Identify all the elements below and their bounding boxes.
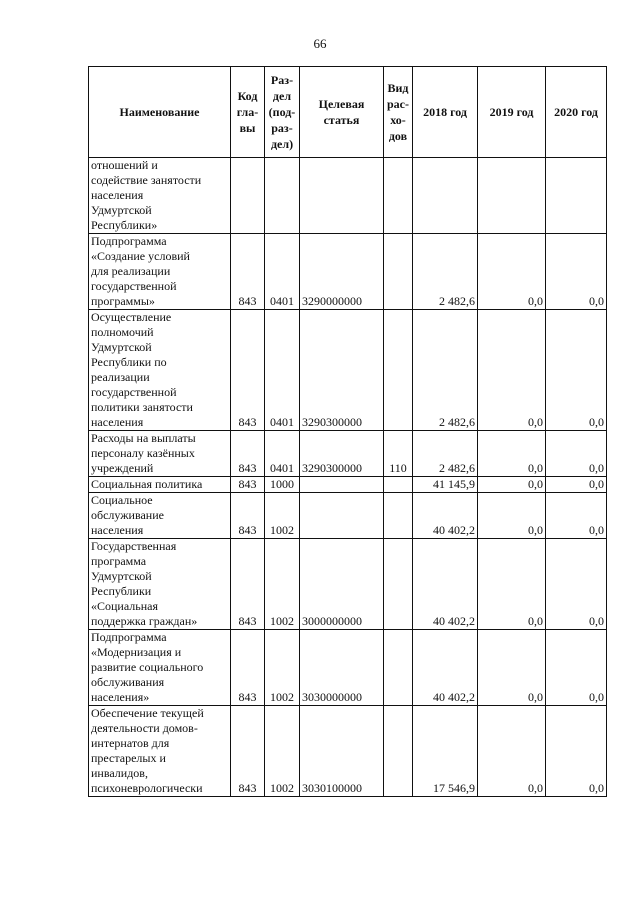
cell-razdel: [265, 158, 300, 234]
table-row: [89, 477, 607, 493]
cell-statya: 3290000000: [300, 234, 384, 310]
cell-2019: 0,0: [478, 630, 546, 706]
cell-2019: 0,0: [478, 431, 546, 477]
header-kod: Код гла-вы: [231, 67, 265, 158]
cell-vid: [384, 493, 413, 539]
cell-name: Обеспечение текущей деятельности домов- интернатов для престарелых и инвалидов, психоневрологически: [89, 706, 231, 797]
cell-kod: 843: [231, 477, 265, 493]
cell-vid: [384, 234, 413, 310]
table-header-row: [89, 67, 607, 158]
cell-2020: 0,0: [546, 310, 607, 431]
cell-statya: 3290300000: [300, 310, 384, 431]
cell-2019: 0,0: [478, 493, 546, 539]
cell-2019: 0,0: [478, 477, 546, 493]
cell-2019: [478, 158, 546, 234]
cell-2019: 0,0: [478, 706, 546, 797]
cell-razdel: 0401: [265, 310, 300, 431]
cell-name: Государственная программа Удмуртской Республики «Социальная поддержка граждан»: [89, 539, 231, 630]
table-row: [89, 630, 607, 706]
cell-2020: 0,0: [546, 431, 607, 477]
cell-kod: 843: [231, 706, 265, 797]
table-row: [89, 158, 607, 234]
cell-vid: 110: [384, 431, 413, 477]
cell-2020: [546, 158, 607, 234]
page-number: 66: [313, 36, 327, 51]
table-row: [89, 493, 607, 539]
cell-2020: 0,0: [546, 630, 607, 706]
cell-2020: 0,0: [546, 539, 607, 630]
cell-kod: 843: [231, 630, 265, 706]
cell-2018: [413, 158, 478, 234]
cell-razdel: 1002: [265, 630, 300, 706]
cell-2019: 0,0: [478, 310, 546, 431]
header-statya: Целевая статья: [300, 67, 384, 158]
cell-2020: 0,0: [546, 477, 607, 493]
cell-2018: 40 402,2: [413, 630, 478, 706]
cell-2018: 2 482,6: [413, 234, 478, 310]
header-razdel: Раз-дел (под-раз-дел): [265, 67, 300, 158]
cell-2020: 0,0: [546, 706, 607, 797]
budget-table: [88, 66, 607, 797]
cell-statya: [300, 477, 384, 493]
cell-kod: 843: [231, 234, 265, 310]
cell-name: Социальное обслуживание населения: [89, 493, 231, 539]
cell-statya: 3290300000: [300, 431, 384, 477]
cell-razdel: 0401: [265, 234, 300, 310]
cell-name: отношений и содействие занятости населения Удмуртской Республики»: [89, 158, 231, 234]
cell-name: Осуществление полномочий Удмуртской Республики по реализации государственной политики занятости населения: [89, 310, 231, 431]
cell-name: Социальная политика: [89, 477, 231, 493]
cell-razdel: 0401: [265, 431, 300, 477]
table-row: [89, 431, 607, 477]
cell-statya: 3030000000: [300, 630, 384, 706]
cell-statya: [300, 493, 384, 539]
cell-2018: 17 546,9: [413, 706, 478, 797]
cell-2018: 2 482,6: [413, 431, 478, 477]
cell-vid: [384, 539, 413, 630]
cell-2020: 0,0: [546, 493, 607, 539]
table-row: [89, 539, 607, 630]
table-row: [89, 706, 607, 797]
table-body: [89, 158, 607, 797]
cell-razdel: 1002: [265, 706, 300, 797]
cell-vid: [384, 706, 413, 797]
header-2018: 2018 год: [413, 67, 478, 158]
cell-vid: [384, 310, 413, 431]
cell-vid: [384, 630, 413, 706]
cell-name: Подпрограмма «Модернизация и развитие социального обслуживания населения»: [89, 630, 231, 706]
cell-razdel: 1000: [265, 477, 300, 493]
header-vid: Вид рас-хо-дов: [384, 67, 413, 158]
cell-kod: [231, 158, 265, 234]
table-row: [89, 310, 607, 431]
cell-kod: 843: [231, 310, 265, 431]
header-2019: 2019 год: [478, 67, 546, 158]
cell-2018: 40 402,2: [413, 493, 478, 539]
cell-2018: 41 145,9: [413, 477, 478, 493]
cell-razdel: 1002: [265, 493, 300, 539]
cell-statya: [300, 158, 384, 234]
header-name: Наименование: [89, 67, 231, 158]
cell-2019: 0,0: [478, 539, 546, 630]
cell-kod: 843: [231, 539, 265, 630]
cell-kod: 843: [231, 493, 265, 539]
cell-vid: [384, 477, 413, 493]
cell-2018: 40 402,2: [413, 539, 478, 630]
cell-2020: 0,0: [546, 234, 607, 310]
header-2020: 2020 год: [546, 67, 607, 158]
cell-razdel: 1002: [265, 539, 300, 630]
cell-2019: 0,0: [478, 234, 546, 310]
cell-vid: [384, 158, 413, 234]
cell-statya: 3000000000: [300, 539, 384, 630]
cell-2018: 2 482,6: [413, 310, 478, 431]
cell-name: Подпрограмма «Создание условий для реализации государственной программы»: [89, 234, 231, 310]
table-row: [89, 234, 607, 310]
cell-kod: 843: [231, 431, 265, 477]
cell-name: Расходы на выплаты персоналу казённых учреждений: [89, 431, 231, 477]
cell-statya: 3030100000: [300, 706, 384, 797]
